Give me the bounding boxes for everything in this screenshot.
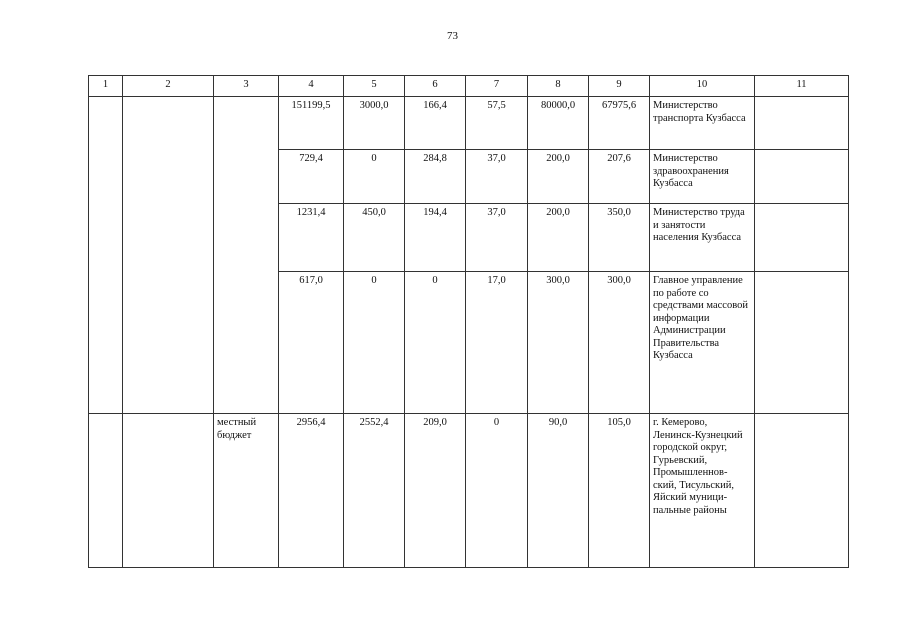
cell-value: 0 [344, 150, 405, 204]
cell-col1 [89, 414, 123, 568]
header-cell-11: 11 [755, 76, 849, 97]
header-cell-5: 5 [344, 76, 405, 97]
cell-value: 17,0 [466, 272, 528, 414]
cell-value: 0 [405, 272, 466, 414]
cell-col1-group [89, 97, 123, 414]
cell-value: 151199,5 [279, 97, 344, 150]
cell-value: 0 [466, 414, 528, 568]
cell-value: 67975,6 [589, 97, 650, 150]
cell-value: 617,0 [279, 272, 344, 414]
cell-value: 300,0 [589, 272, 650, 414]
page-number: 73 [447, 30, 458, 42]
cell-organization: г. Кемерово, Ленинск-Кузнецкий городской округ, Гурьевский, Промышленнов-ский, Тисульский, Яйский муници-пальные районы [650, 414, 755, 568]
header-cell-4: 4 [279, 76, 344, 97]
header-cell-2: 2 [123, 76, 214, 97]
cell-value: 37,0 [466, 204, 528, 272]
cell-col3-group [214, 97, 279, 414]
cell-organization: Главное управление по работе со средствами массовой информации Администрации Правительства Кузбасса [650, 272, 755, 414]
table-header-row [89, 76, 849, 97]
cell-col2 [123, 414, 214, 568]
cell-value: 284,8 [405, 150, 466, 204]
header-cell-1: 1 [89, 76, 123, 97]
budget-table [88, 75, 849, 568]
header-cell-7: 7 [466, 76, 528, 97]
header-cell-3: 3 [214, 76, 279, 97]
cell-col11 [755, 204, 849, 272]
cell-value: 57,5 [466, 97, 528, 150]
cell-value: 90,0 [528, 414, 589, 568]
cell-col2-group [123, 97, 214, 414]
header-cell-10: 10 [650, 76, 755, 97]
cell-value: 209,0 [405, 414, 466, 568]
cell-value: 0 [344, 272, 405, 414]
cell-value: 350,0 [589, 204, 650, 272]
cell-value: 450,0 [344, 204, 405, 272]
table-row [89, 97, 849, 150]
cell-value: 37,0 [466, 150, 528, 204]
cell-col11 [755, 150, 849, 204]
cell-budget-source: местный бюджет [214, 414, 279, 568]
cell-value: 166,4 [405, 97, 466, 150]
cell-value: 2956,4 [279, 414, 344, 568]
cell-value: 207,6 [589, 150, 650, 204]
header-cell-8: 8 [528, 76, 589, 97]
cell-value: 729,4 [279, 150, 344, 204]
cell-organization: Министерство транспорта Кузбасса [650, 97, 755, 150]
cell-value: 300,0 [528, 272, 589, 414]
cell-value: 194,4 [405, 204, 466, 272]
cell-value: 3000,0 [344, 97, 405, 150]
cell-organization: Министерство здравоохранения Кузбасса [650, 150, 755, 204]
cell-value: 200,0 [528, 204, 589, 272]
table-row [89, 414, 849, 568]
cell-value: 200,0 [528, 150, 589, 204]
cell-col11 [755, 97, 849, 150]
cell-value: 80000,0 [528, 97, 589, 150]
cell-value: 2552,4 [344, 414, 405, 568]
cell-col11 [755, 414, 849, 568]
header-cell-9: 9 [589, 76, 650, 97]
cell-value: 1231,4 [279, 204, 344, 272]
cell-organization: Министерство труда и занятости населения Кузбасса [650, 204, 755, 272]
header-cell-6: 6 [405, 76, 466, 97]
cell-col11 [755, 272, 849, 414]
cell-value: 105,0 [589, 414, 650, 568]
